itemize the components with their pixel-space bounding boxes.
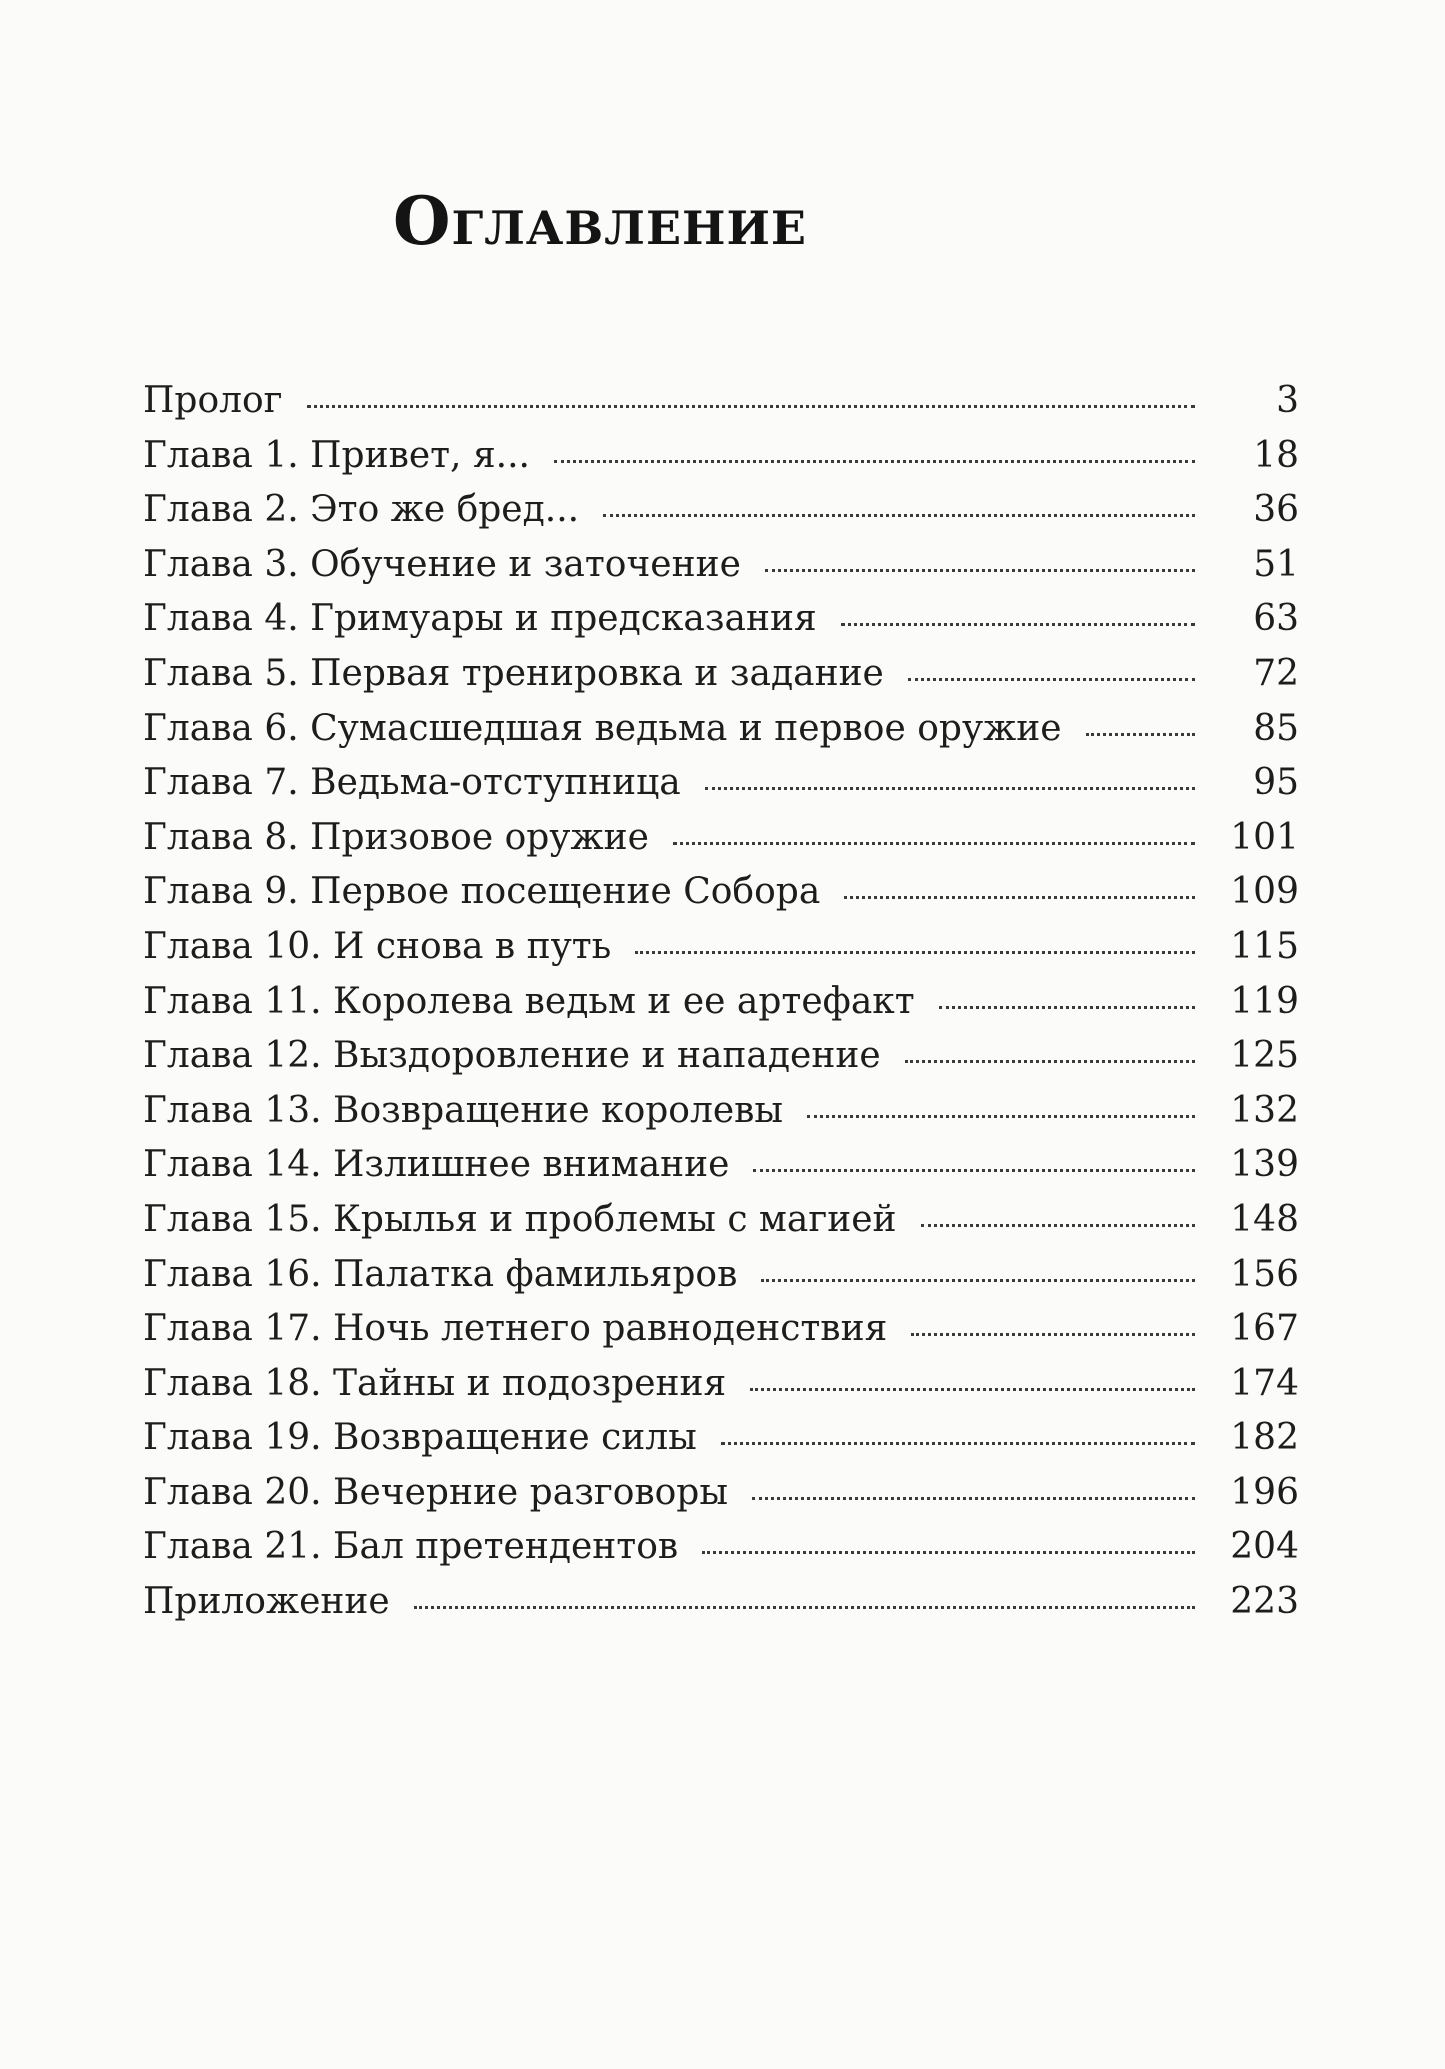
toc-entry-title: Глава 5. Первая тренировка и задание: [143, 652, 884, 694]
toc-entry-title: Глава 14. Излишнее внимание: [143, 1144, 730, 1186]
toc-entry: [143, 702, 1299, 757]
toc-entry-page-number: 196: [1230, 1471, 1299, 1513]
toc-entry-title: Глава 2. Это же бред...: [143, 489, 580, 531]
toc-entry-page-number: 18: [1253, 434, 1299, 476]
toc-entry-page-number: 95: [1253, 762, 1299, 804]
toc-entry-page-number: 156: [1230, 1253, 1299, 1295]
toc-entry: [143, 1575, 1299, 1630]
dot-leader: [765, 569, 1195, 572]
toc-entry: [143, 592, 1299, 647]
toc-entry-page-number: 139: [1230, 1144, 1299, 1186]
toc-entry-title: Глава 21. Бал претендентов: [143, 1526, 679, 1568]
dot-leader: [554, 460, 1195, 463]
toc-entry-title: Приложение: [143, 1581, 390, 1623]
toc-entry: [143, 1193, 1299, 1248]
toc-entry-title: Глава 6. Сумасшедшая ведьма и первое оружие: [143, 707, 1062, 749]
toc-entry: [143, 429, 1299, 484]
toc-entry-page-number: 119: [1230, 980, 1299, 1022]
toc-entry: [143, 811, 1299, 866]
toc-entry: [143, 1466, 1299, 1521]
toc-entry-title: Глава 8. Призовое оружие: [143, 816, 649, 858]
table-of-contents: [143, 374, 1299, 1630]
dot-leader: [761, 1279, 1195, 1282]
toc-entry-title: Глава 19. Возвращение силы: [143, 1417, 697, 1459]
dot-leader: [921, 1224, 1195, 1227]
dot-leader: [721, 1442, 1195, 1445]
toc-entry-title: Глава 15. Крылья и проблемы с магией: [143, 1198, 897, 1240]
dot-leader: [841, 623, 1195, 626]
toc-entry-page-number: 63: [1253, 598, 1299, 640]
dot-leader: [844, 896, 1195, 899]
toc-entry-page-number: 223: [1230, 1581, 1299, 1623]
dot-leader: [753, 1169, 1195, 1172]
toc-entry: [143, 975, 1299, 1030]
toc-entry: [143, 483, 1299, 538]
dot-leader: [908, 678, 1195, 681]
toc-entry: [143, 1411, 1299, 1466]
toc-entry-page-number: 204: [1230, 1526, 1299, 1568]
toc-entry-page-number: 148: [1230, 1198, 1299, 1240]
toc-entry-page-number: 51: [1253, 543, 1299, 585]
toc-entry: [143, 1302, 1299, 1357]
toc-entry-title: Глава 13. Возвращение королевы: [143, 1089, 784, 1131]
toc-entry-title: Глава 9. Первое посещение Собора: [143, 871, 821, 913]
toc-entry-title: Глава 18. Тайны и подозрения: [143, 1362, 727, 1404]
toc-entry: [143, 1357, 1299, 1412]
dot-leader: [807, 1115, 1195, 1118]
toc-entry-title: Глава 10. И снова в путь: [143, 925, 612, 967]
toc-entry-title: Глава 4. Гримуары и предсказания: [143, 598, 817, 640]
toc-entry-page-number: 174: [1230, 1362, 1299, 1404]
toc-entry: [143, 1084, 1299, 1139]
toc-entry-title: Глава 1. Привет, я...: [143, 434, 530, 476]
toc-entry: [143, 920, 1299, 975]
toc-entry-title: Глава 7. Ведьма-отступница: [143, 762, 681, 804]
dot-leader: [673, 842, 1195, 845]
dot-leader: [752, 1497, 1195, 1500]
dot-leader: [939, 1006, 1195, 1009]
toc-entry: [143, 1520, 1299, 1575]
page-title: Оглавление: [393, 182, 807, 261]
toc-entry: [143, 1138, 1299, 1193]
toc-entry-page-number: 182: [1230, 1417, 1299, 1459]
toc-entry: [143, 1029, 1299, 1084]
toc-entry: [143, 538, 1299, 593]
dot-leader: [635, 951, 1195, 954]
toc-entry-title: Глава 12. Выздоровление и нападение: [143, 1035, 881, 1077]
dot-leader: [702, 1551, 1195, 1554]
dot-leader: [705, 787, 1195, 790]
toc-entry-page-number: 3: [1276, 380, 1299, 421]
toc-entry: [143, 865, 1299, 920]
toc-entry-page-number: 115: [1230, 925, 1299, 967]
toc-entry-title: Глава 16. Палатка фамильяров: [143, 1253, 738, 1295]
toc-entry-title: Глава 3. Обучение и заточение: [143, 543, 741, 585]
toc-entry: [143, 374, 1299, 429]
toc-entry-title: Глава 17. Ночь летнего равноденствия: [143, 1308, 888, 1350]
toc-entry-page-number: 109: [1230, 871, 1299, 913]
toc-entry-page-number: 125: [1230, 1035, 1299, 1077]
toc-entry-title: Глава 11. Королева ведьм и ее артефакт: [143, 980, 915, 1022]
dot-leader: [307, 405, 1195, 408]
toc-entry-page-number: 72: [1253, 652, 1299, 694]
dot-leader: [414, 1606, 1195, 1609]
toc-entry: [143, 756, 1299, 811]
toc-entry-page-number: 101: [1230, 816, 1299, 858]
toc-entry-page-number: 167: [1230, 1308, 1299, 1350]
dot-leader: [750, 1388, 1195, 1391]
toc-entry-page-number: 36: [1253, 489, 1299, 531]
toc-entry-page-number: 85: [1253, 707, 1299, 749]
dot-leader: [905, 1060, 1195, 1063]
dot-leader: [911, 1333, 1195, 1336]
toc-entry-page-number: 132: [1230, 1089, 1299, 1131]
dot-leader: [1086, 733, 1195, 736]
toc-entry: [143, 647, 1299, 702]
toc-entry: [143, 1248, 1299, 1303]
dot-leader: [603, 514, 1195, 517]
toc-entry-title: Пролог: [143, 380, 283, 421]
toc-entry-title: Глава 20. Вечерние разговоры: [143, 1471, 728, 1513]
